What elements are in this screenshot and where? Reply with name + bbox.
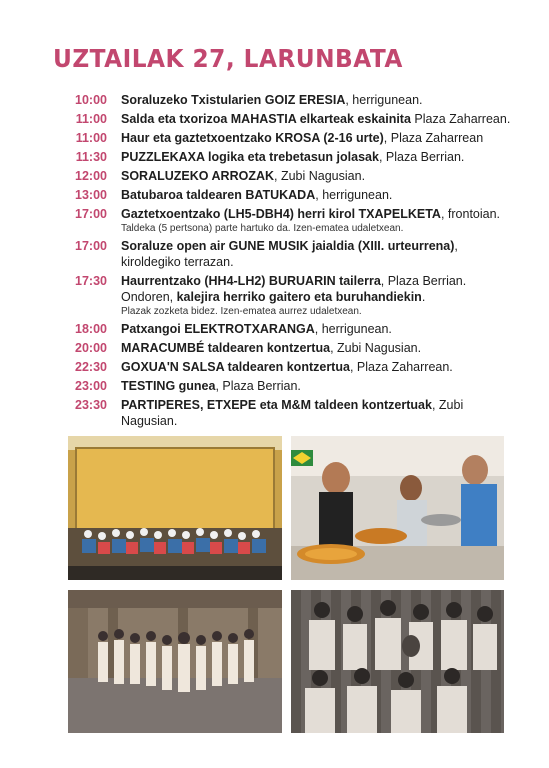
event-description	[121, 273, 520, 318]
event-time: 23:00	[75, 379, 107, 393]
event-description	[121, 206, 520, 235]
event-location: , Plaza Berrian.	[378, 150, 465, 164]
event-location: , Plaza Zaharrean	[383, 131, 484, 145]
event-location: , Zubi Nagusian.	[121, 398, 464, 428]
event-title: TESTING gunea	[121, 379, 216, 393]
event-location: , herrigunean.	[314, 322, 392, 336]
event-title: SORALUZEKO ARROZAK	[121, 169, 275, 183]
event-location: , herrigunean.	[315, 188, 393, 202]
schedule-row	[60, 378, 520, 394]
event-description	[121, 378, 520, 394]
event-time: 22:30	[75, 360, 107, 374]
event-note: Taldeka (5 pertsona) parte hartuko da. Izen-ematea udaletxean.	[121, 223, 404, 234]
event-title: MARACUMBÉ taldearen kontzertua	[121, 341, 331, 355]
schedule-row	[60, 111, 520, 127]
event-time: 17:00	[75, 239, 107, 253]
event-description	[121, 238, 520, 270]
schedule-row	[60, 397, 520, 429]
event-time: 11:00	[75, 131, 107, 145]
photo-group-courtyard	[68, 590, 282, 733]
photo-children-stage	[68, 436, 282, 580]
schedule-row	[60, 238, 520, 270]
schedule-row	[60, 168, 520, 184]
event-location: , Plaza Berrian. Ondoren,	[121, 274, 467, 304]
photo-band-portrait	[291, 590, 504, 733]
event-location: , Zubi Nagusian.	[274, 169, 366, 183]
event-title: Batubaroa taldearen BATUKADA	[121, 188, 316, 202]
event-time: 20:00	[75, 341, 107, 355]
schedule-row	[60, 273, 520, 318]
event-location: , herrigunean.	[345, 93, 423, 107]
event-title: Soraluzeko Txistularien GOIZ ERESIA	[121, 93, 346, 107]
event-description	[121, 92, 520, 108]
schedule-row	[60, 187, 520, 203]
event-description	[121, 340, 520, 356]
event-description	[121, 130, 520, 146]
event-description	[121, 321, 520, 337]
event-description	[121, 359, 520, 375]
schedule-row	[60, 130, 520, 146]
schedule-row	[60, 359, 520, 375]
schedule-row	[60, 340, 520, 356]
page-title: UZTAILAK 27, LARUNBATA	[53, 44, 403, 73]
event-title: Patxangoi ELEKTROTXARANGA	[121, 322, 315, 336]
event-title: Haurrentzako (HH4-LH2) BURUARIN tailerra	[121, 274, 381, 288]
event-location: , Zubi Nagusian.	[330, 341, 422, 355]
event-description	[121, 187, 520, 203]
event-time: 10:00	[75, 93, 107, 107]
event-title-secondary: kalejira herriko gaitero eta buruhandiekin	[176, 290, 422, 304]
schedule-row	[60, 321, 520, 337]
event-time: 11:00	[75, 112, 107, 126]
event-location: , kiroldegiko terrazan.	[121, 239, 458, 269]
event-time: 18:00	[75, 322, 107, 336]
event-title: PARTIPERES, ETXEPE eta M&M taldeen kontzertuak	[121, 398, 432, 412]
event-location: Plaza Zaharrean.	[410, 112, 511, 126]
event-time: 23:30	[75, 398, 107, 412]
event-time: 11:30	[75, 150, 107, 164]
event-time: 12:00	[75, 169, 107, 183]
event-description	[121, 149, 520, 165]
event-location: , Plaza Zaharrean.	[349, 360, 453, 374]
event-title: GOXUA'N SALSA taldearen kontzertua	[121, 360, 350, 374]
event-description	[121, 168, 520, 184]
event-title: PUZZLEKAXA logika eta trebetasun jolasak	[121, 150, 379, 164]
event-location: , frontoian.	[440, 207, 501, 221]
event-location: , Plaza Berrian.	[215, 379, 301, 393]
event-title: Salda eta txorizoa MAHASTIA elkarteak eskainita	[121, 112, 411, 126]
schedule-row	[60, 149, 520, 165]
event-title: Soraluze open air GUNE MUSIK jaialdia (XIII. urteurrena)	[121, 239, 455, 253]
event-description	[121, 111, 520, 127]
event-note: Plazak zozketa bidez. Izen-ematea aurrez udaletxean.	[121, 306, 362, 317]
photo-paella-stall	[291, 436, 504, 580]
event-description	[121, 397, 520, 429]
event-location-secondary: .	[421, 290, 426, 304]
event-time: 17:00	[75, 207, 107, 221]
event-time: 13:00	[75, 188, 107, 202]
schedule-row	[60, 206, 520, 235]
event-time: 17:30	[75, 274, 107, 288]
schedule-row	[60, 92, 520, 108]
event-title: Gaztetxoentzako (LH5-DBH4) herri kirol TXAPELKETA	[121, 207, 441, 221]
event-title: Haur eta gaztetxoentzako KROSA (2-16 urte)	[121, 131, 384, 145]
schedule-list	[60, 92, 520, 432]
